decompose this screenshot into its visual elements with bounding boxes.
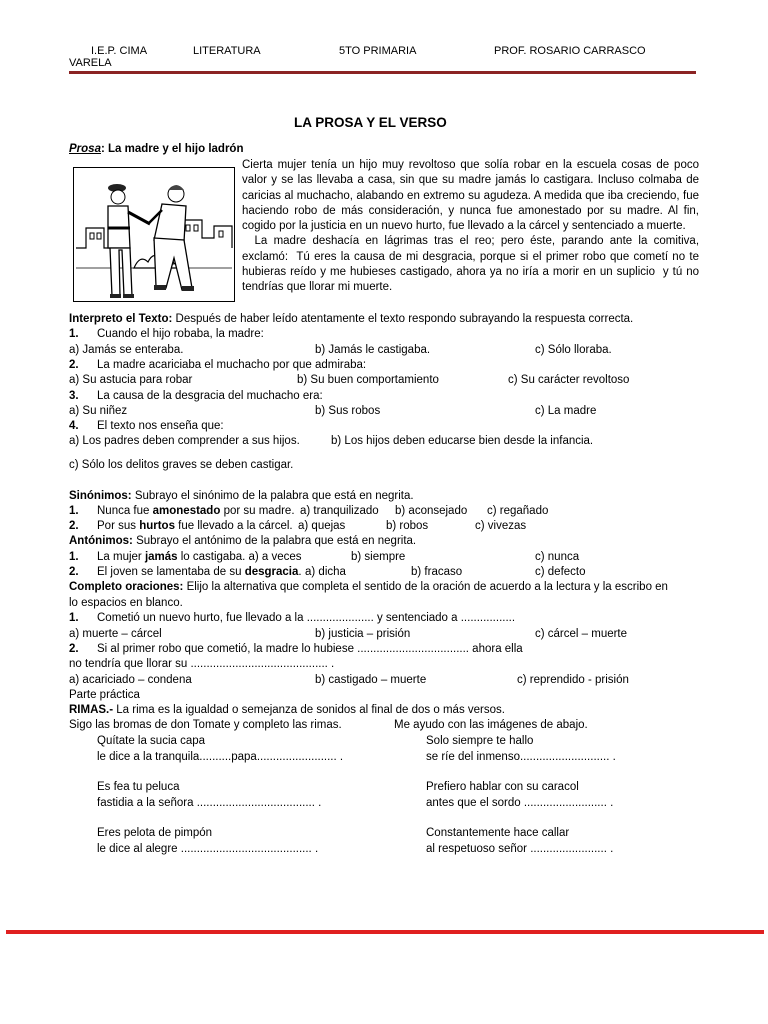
q3-text: La causa de la desgracia del muchacho era: (97, 390, 323, 402)
rimas-label: RIMAS.- (69, 704, 114, 716)
sin-q2-post: fue llevado a la cárcel. (174, 520, 293, 532)
story-illustration (73, 167, 235, 302)
prosa-subtitle: : La madre y el hijo ladrón (100, 143, 244, 155)
rima-left-2-line-2[interactable]: fastidia a la señora ..................................... . (97, 797, 322, 809)
ant-q1-sentence[interactable] (97, 550, 302, 564)
comp-q1-text[interactable]: Cometió un nuevo hurto, fue llevado a la ..................... y sentenciado a ................. (97, 612, 516, 624)
ant-q2-option-b[interactable]: b) fracaso (411, 566, 463, 578)
rima-left-2-line-1: Es fea tu peluca (97, 781, 180, 793)
q3-option-c[interactable]: c) La madre (535, 405, 597, 417)
completo-instruction-2: lo espacios en blanco. (69, 597, 183, 609)
q4-option-c[interactable]: c) Sólo los delitos graves se deben castigar. (69, 459, 294, 471)
rimas-heading (69, 703, 505, 717)
rima-left-1-line-2[interactable]: le dice a la tranquila..........papa......................... . (97, 751, 344, 763)
sin-q2-bold: hurtos (139, 520, 175, 532)
sin-q1-option-b[interactable]: b) aconsejado (395, 505, 468, 517)
q3-option-b[interactable]: b) Sus robos (315, 405, 381, 417)
ant-q1-pre: La mujer (97, 551, 145, 563)
sin-q1-option-a[interactable]: a) tranquilizado (300, 505, 379, 517)
sin-q1-post: por su madre. (220, 505, 295, 517)
q3-number: 3. (69, 390, 79, 402)
comp-q2-text[interactable]: Si al primer robo que cometió, la madre lo hubiese ................................... ahora ella (97, 643, 523, 655)
rima-left-3-line-1: Eres pelota de pimpón (97, 827, 213, 839)
q1-option-b[interactable]: b) Jamás le castigaba. (315, 344, 431, 356)
sinonimos-instruction: Subrayo el sinónimo de la palabra que está en negrita. (131, 490, 414, 502)
prosa-heading (69, 142, 243, 156)
ant-q1-option-b[interactable]: b) siempre (351, 551, 406, 563)
sin-q1-option-c[interactable]: c) regañado (487, 505, 549, 517)
header-subject: LITERATURA (193, 45, 261, 57)
story-text (242, 158, 703, 296)
ant-q2-sentence (97, 565, 302, 579)
sin-q2-option-b[interactable]: b) robos (386, 520, 429, 532)
comp-q2-option-b[interactable]: b) castigado – muerte (315, 674, 427, 686)
completo-instruction: Elijo la alternativa que completa el sentido de la oración de acuerdo a la lectura y la escribo en (183, 581, 668, 593)
ant-q1-option-c[interactable]: c) nunca (535, 551, 580, 563)
rima-right-1-line-2[interactable]: se ríe del inmenso............................ . (426, 751, 616, 763)
header-school: I.E.P. CIMA (91, 45, 148, 57)
q4-option-a[interactable]: a) Los padres deben comprender a sus hijos. (69, 435, 300, 447)
ant-q2-option-c[interactable]: c) defecto (535, 566, 586, 578)
sin-q2-number: 2. (69, 520, 79, 532)
header-divider (69, 71, 696, 74)
antonimos-label: Antónimos: (69, 535, 133, 547)
footer-divider (6, 930, 764, 934)
sin-q2-sentence (97, 519, 293, 533)
q1-option-a[interactable]: a) Jamás se enteraba. (69, 344, 184, 356)
q1-text: Cuando el hijo robaba, la madre: (97, 328, 264, 340)
rimas-right-instruction: Me ayudo con las imágenes de abajo. (394, 719, 588, 731)
rima-right-3-line-1: Constantemente hace callar (426, 827, 570, 839)
interpreto-heading (69, 312, 633, 326)
q1-number: 1. (69, 328, 79, 340)
sin-q1-sentence (97, 504, 295, 518)
q4-text: El texto nos enseña que: (97, 420, 224, 432)
comp-q2-option-a[interactable]: a) acariciado – condena (69, 674, 192, 686)
ant-q1-number: 1. (69, 551, 79, 563)
sinonimos-label: Sinónimos: (69, 490, 132, 502)
antonimos-heading (69, 534, 416, 548)
q2-option-c[interactable]: c) Su carácter revoltoso (508, 374, 630, 386)
comp-q2-text-2[interactable]: no tendría que llorar su ........................................... . (69, 658, 335, 670)
practica-label: Parte práctica (69, 689, 140, 701)
ant-q2-option-a[interactable]: a) dicha (305, 566, 346, 578)
interpreto-label: Interpreto el Texto: (69, 313, 173, 325)
rima-right-2-line-2[interactable]: antes que el sordo .......................... . (426, 797, 614, 809)
policeman-thief-drawing (74, 168, 234, 301)
rima-right-1-line-1: Solo siempre te hallo (426, 735, 534, 747)
header-teacher-cont: VARELA (69, 57, 112, 69)
rima-left-1-line-1: Quítate la sucia capa (97, 735, 206, 747)
sin-q1-pre: Nunca fue (97, 505, 153, 517)
sin-q2-option-a[interactable]: a) quejas (298, 520, 346, 532)
comp-q1-option-a[interactable]: a) muerte – cárcel (69, 628, 162, 640)
comp-q2-number: 2. (69, 643, 79, 655)
q1-option-c[interactable]: c) Sólo lloraba. (535, 344, 612, 356)
rima-left-3-line-2[interactable]: le dice al alegre ......................................... . (97, 843, 319, 855)
story-paragraph-1: Cierta mujer tenía un hijo muy revoltoso que solía robar en la escuela cosas de poco valor y se las llevaba a casa, sin que su madre jamás lo castigara. Incluso colmaba de caricias al muchacho, alabando en extremo su agudeza. A medida que iba creciendo, fue haciendo robo de más consideración, y nunca fue amonestado por su madre. Al fin, cogido por la justicia en un nuevo hurto, fue llevado a la cárcel y sentenciado a muerte. (242, 159, 699, 233)
comp-q1-number: 1. (69, 612, 79, 624)
story-paragraph-2: La madre deshacía en lágrimas tras el reo; pero éste, parando ante la comitiva, exclamó: Tú eres la causa de mi desgracia, porque si el primer robo que cometí no te hubieras reído y me hubieses castigado, ahora ya no iría a morir en un suplicio y tú no tendrías que llorar mi muerte. (242, 235, 703, 294)
header-grade: 5TO PRIMARIA (339, 45, 417, 57)
sinonimos-heading (69, 489, 414, 503)
comp-q1-option-c[interactable]: c) cárcel – muerte (535, 628, 628, 640)
q2-option-b[interactable]: b) Su buen comportamiento (297, 374, 439, 386)
page-title: LA PROSA Y EL VERSO (294, 115, 447, 130)
ant-q1-bold: jamás (144, 551, 178, 563)
header-teacher: PROF. ROSARIO CARRASCO (494, 45, 646, 57)
rima-right-3-line-2[interactable]: al respetuoso señor ........................ . (426, 843, 614, 855)
ant-q2-bold: desgracia (244, 566, 299, 578)
comp-q1-option-b[interactable]: b) justicia – prisión (315, 628, 411, 640)
sin-q2-pre: Por sus (97, 520, 140, 532)
ant-q2-post: . (298, 566, 302, 578)
ant-q1-post: lo castigaba. a) a veces (177, 551, 302, 563)
completo-heading (69, 580, 668, 594)
sin-q2-option-c[interactable]: c) vivezas (475, 520, 527, 532)
rimas-left-instruction: Sigo las bromas de don Tomate y completo las rimas. (69, 719, 342, 731)
sin-q1-bold: amonestado (152, 505, 221, 517)
rima-right-2-line-1: Prefiero hablar con su caracol (426, 781, 579, 793)
ant-q2-number: 2. (69, 566, 79, 578)
rimas-definition: La rima es la igualdad o semejanza de sonidos al final de dos o más versos. (113, 704, 505, 716)
antonimos-instruction: Subrayo el antónimo de la palabra que está en negrita. (132, 535, 417, 547)
interpreto-instruction: Después de haber leído atentamente el texto respondo subrayando la respuesta correcta. (172, 313, 634, 325)
q3-option-a[interactable]: a) Su niñez (69, 405, 128, 417)
q2-number: 2. (69, 359, 79, 371)
ant-q2-pre: El joven se lamentaba de su (97, 566, 245, 578)
q2-text: La madre acariciaba el muchacho por que admiraba: (97, 359, 367, 371)
q4-number: 4. (69, 420, 79, 432)
q4-option-b[interactable]: b) Los hijos deben educarse bien desde la infancia. (331, 435, 594, 447)
completo-label: Completo oraciones: (69, 581, 184, 593)
q2-option-a[interactable]: a) Su astucia para robar (69, 374, 193, 386)
comp-q2-option-c[interactable]: c) reprendido - prisión (517, 674, 629, 686)
sin-q1-number: 1. (69, 505, 79, 517)
prosa-label: Prosa (69, 143, 101, 155)
